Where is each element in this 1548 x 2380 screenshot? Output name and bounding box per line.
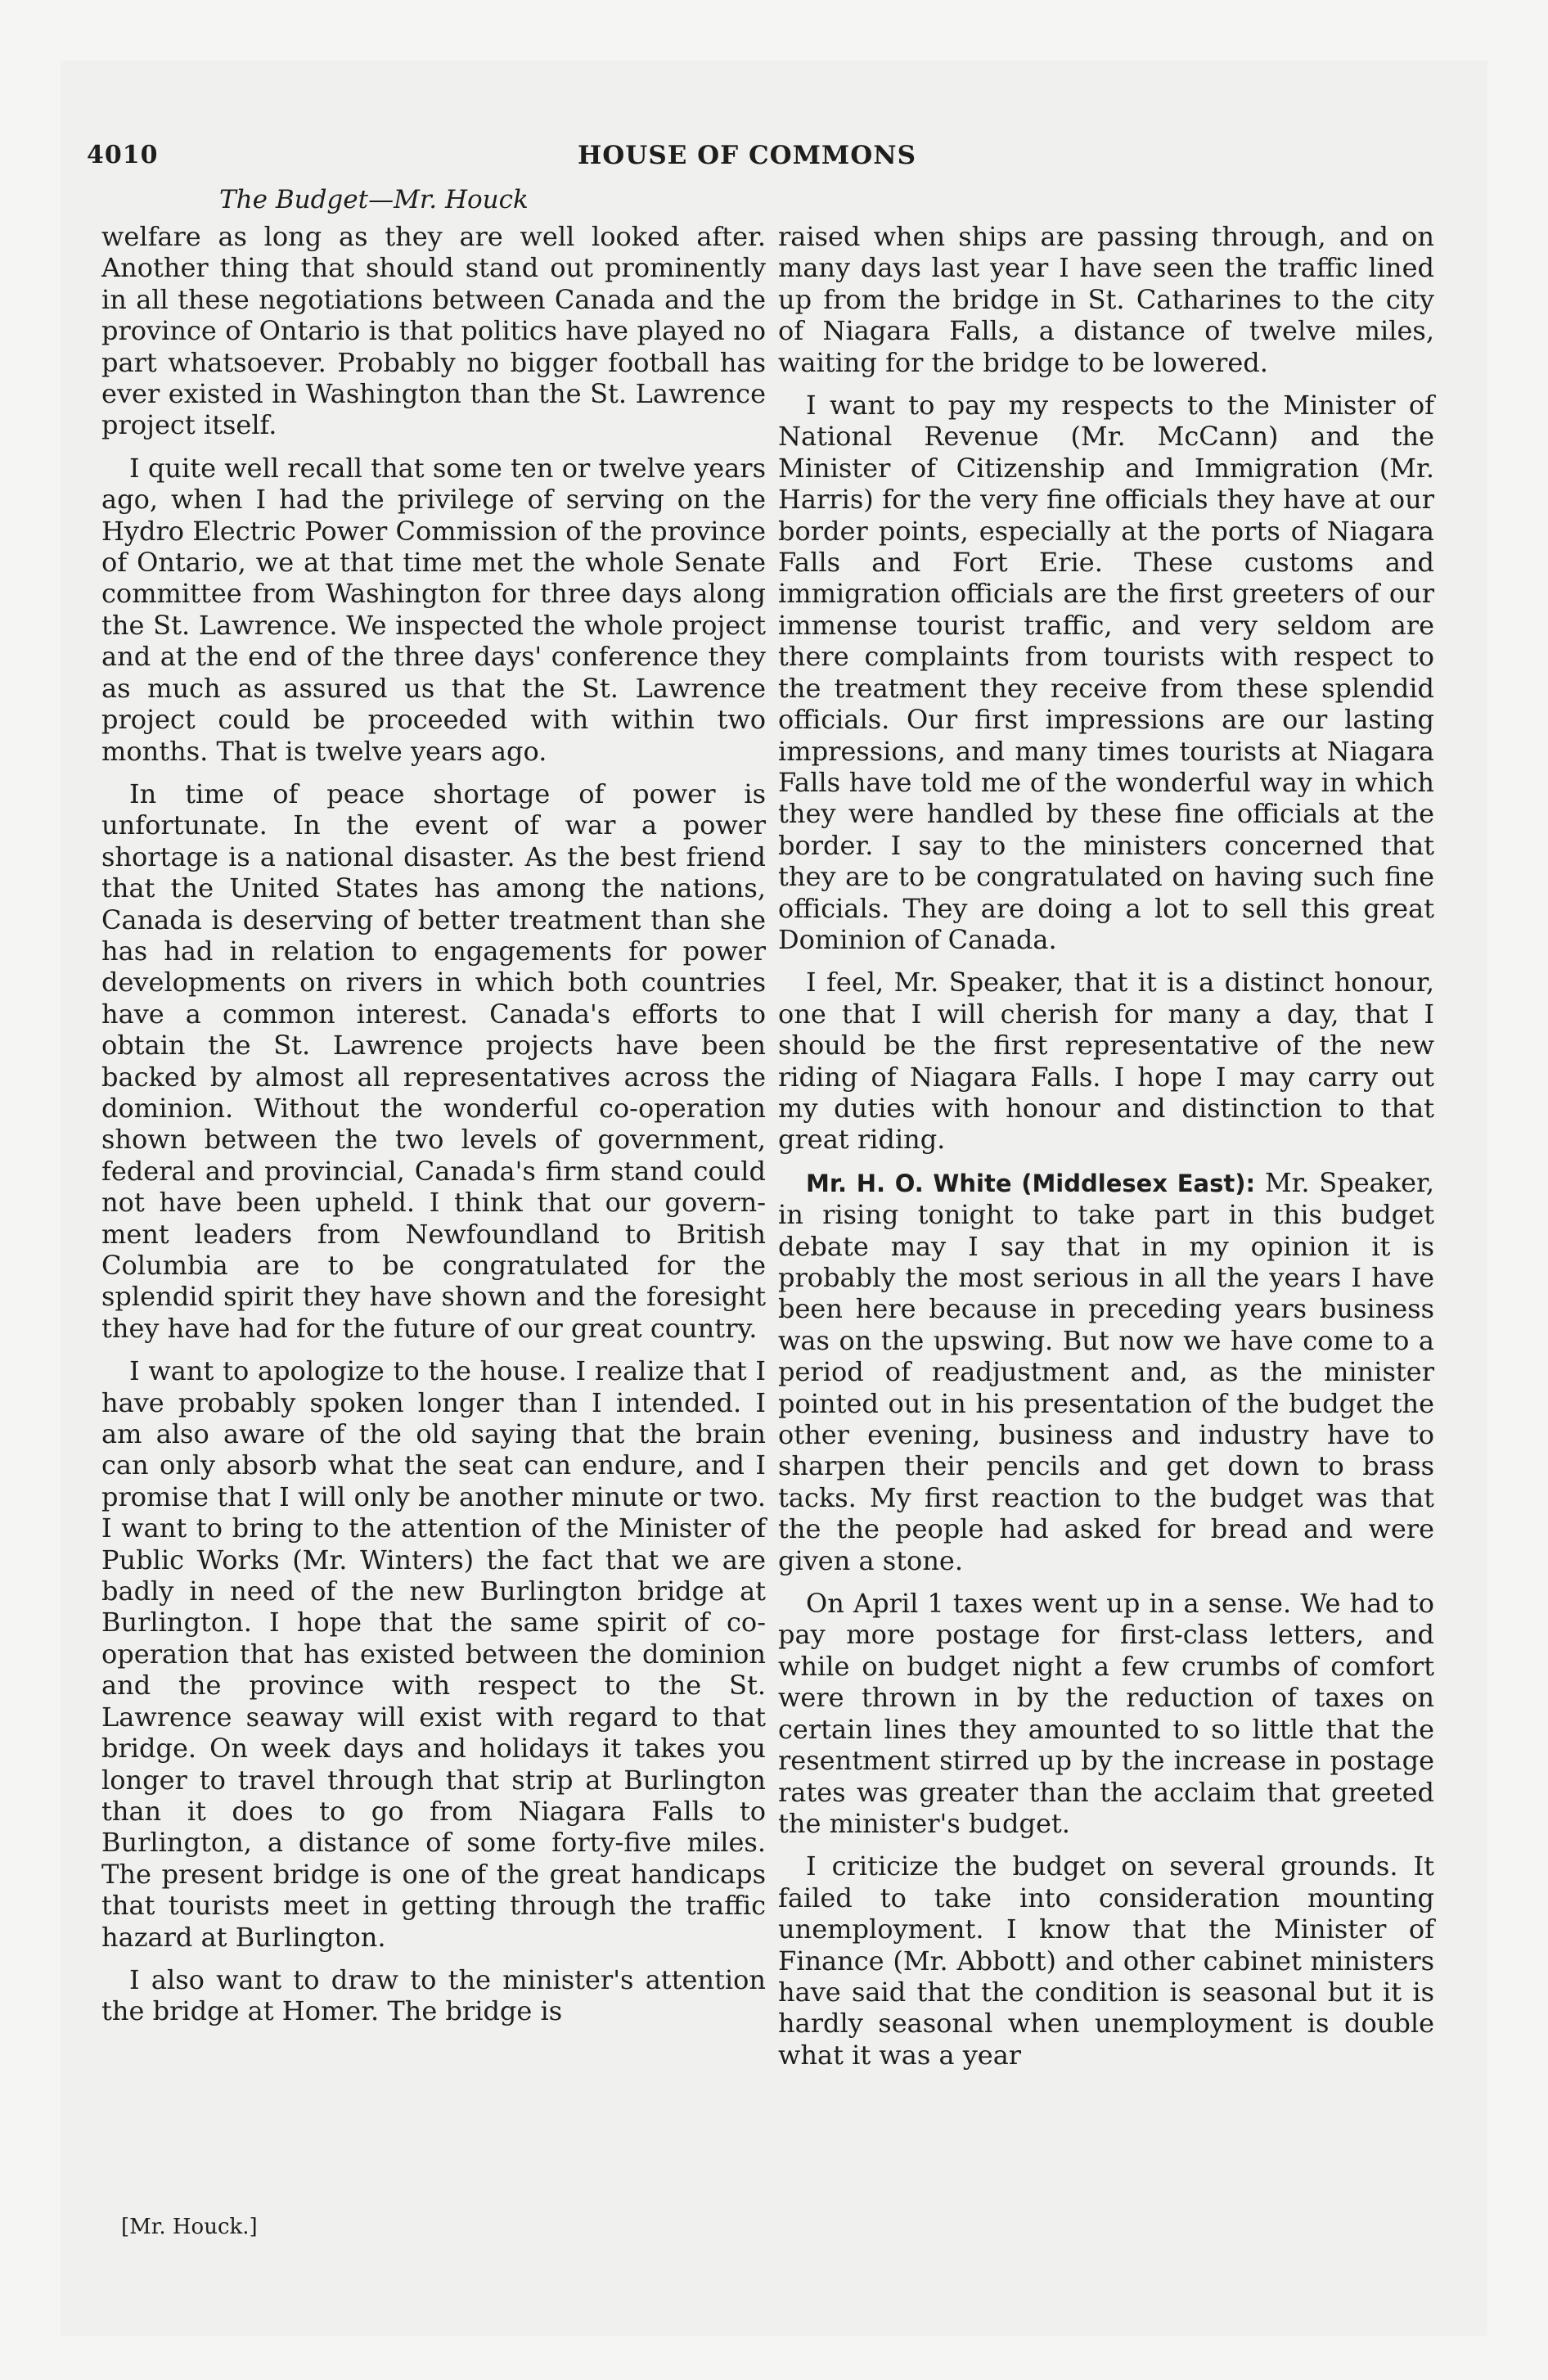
paragraph: I want to apologize to the house. I realize that I have probably spoken longer than I intended. I am also aware of the old saying that the brain can only absorb what the seat can endure, and I promise that I will only be another minute or two. I want to bring to the attention of the Minister of Public Works (Mr. Winters) the fact that we are badly in need of the new Burlington bridge at Burlington. I hope that the same spirit of co-operation that has existed between the dominion and the province with respect to the St. Lawrence seaway will exist with regard to that bridge. On week days and holidays it takes you longer to travel through that strip at Burlington than it does to go from Niagara Falls to Burlington, a distance of some forty-five miles. The present bridge is one of the great handicaps that tourists meet in getting through the traffic hazard at Burlington. <box>101 1355 766 1953</box>
page-footer: [Mr. Houck.] <box>121 2215 258 2239</box>
paragraph: raised when ships are passing through, and on many days last year I have seen the traffic lined up from the bridge in St. Catharines to the city of Niagara Falls, a distance of twelve miles, waiting for the bridge to be lowered. <box>778 221 1434 378</box>
paragraph: I criticize the budget on several grounds. It failed to take into consideration mounting unemployment. I know that the Minister of Finance (Mr. Abbott) and other cabinet ministers have said that the condition is seasonal but it is hardly seasonal when unemployment is double what it was a year <box>778 1850 1434 2071</box>
right-column <box>778 221 1434 2082</box>
speech-opening: Mr. Speaker, in rising tonight to take part in this budget debate may I say that in my opinion it is probably the most serious in all the years I have been here because in preceding years business was on the upswing. But now we have come to a period of readjustment and, as the minister pointed out in his presentation of the budget the other evening, business and industry have to sharpen their pencils and get down to brass tacks. My first reaction to the budget was that the the people had asked for bread and were given a stone. <box>778 1166 1435 1576</box>
speaker-name: Mr. H. O. White (Middlesex East): <box>806 1169 1256 1197</box>
speech-paragraph <box>778 1167 1434 1576</box>
paragraph: I also want to draw to the minister's attention the bridge at Homer. The bridge is <box>101 1963 766 2027</box>
page-header <box>87 141 938 182</box>
paragraph: I quite well recall that some ten or twelve years ago, when I had the privilege of serving on the Hydro Electric Power Commission of the province of Ontario, we at that time met the whole Senate committee from Washington for three days along the St. Lawrence. We inspected the whole project and at the end of the three days' conference they as much as assured us that the St. Lawrence project could be proceeded with within two months. That is twelve years ago. <box>101 452 766 767</box>
paragraph: I want to pay my respects to the Minister of National Revenue (Mr. McCann) and the Minister of Citizenship and Immigration (Mr. Harris) for the very fine officials they have at our border points, especially at the ports of Niagara Falls and Fort Erie. These customs and immigration officials are the first greeters of our immense tourist traffic, and very seldom are there complaints from tourists with respect to the treatment they receive from these splendid officials. Our first impressions are our lasting impressions, and many times tourists at Niagara Falls have told me of the wonderful way in which they were handled by these fine officials at the border. I say to the ministers concerned that they are to be congratulated on having such fine officials. They are doing a lot to sell this great Dominion of Canada. <box>778 390 1434 955</box>
paragraph: I feel, Mr. Speaker, that it is a distinct honour, one that I will cherish for many a day, that I should be the first representative of the new riding of Niagara Falls. I hope I may carry out my duties with honour and distinction to that great riding. <box>778 967 1434 1156</box>
paragraph: In time of peace shortage of power is unfortunate. In the event of war a power shortage is a national disaster. As the best friend that the United States has among the nations, Canada is deserving of better treatment than she has had in relation to engagements for power developments on rivers in which both countries have a common interest. Canada's efforts to obtain the St. Lawrence projects have been backed by almost all representatives across the dominion. Without the wonderful co-operation shown between the two levels of government, federal and provincial, Canada's firm stand could not have been upheld. I think that our government leaders from Newfoundland to British Columbia are to be congratulated for the splendid spirit they have shown and the foresight they have had for the future of our great country. <box>101 778 766 1344</box>
paragraph: welfare as long as they are well looked after. Another thing that should stand out prominently in all these negotiations between Canada and the province of Ontario is that politics have played no part whatsoever. Probably no bigger football has ever existed in Washington than the St. Lawrence project itself. <box>101 221 766 441</box>
page-subheading: The Budget—Mr. Houck <box>219 185 529 214</box>
left-column <box>101 221 766 2039</box>
page-number: 4010 <box>87 141 159 169</box>
running-title: HOUSE OF COMMONS <box>578 141 916 170</box>
paragraph: On April 1 taxes went up in a sense. We had to pay more postage for first-class letters, and while on budget night a few crumbs of comfort were thrown in by the reduction of taxes on certain lines they amounted to so little that the resentment stirred up by the increase in postage rates was greater than the acclaim that greeted the minister's budget. <box>778 1588 1434 1839</box>
